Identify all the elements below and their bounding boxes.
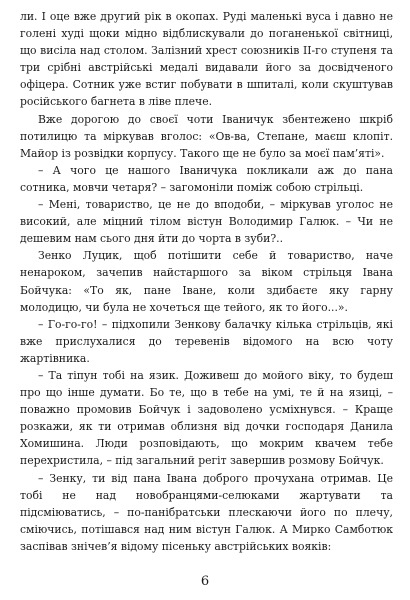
paragraph: – Го-го-го! – підхопили Зенкову балачку кілька стрільців, які вже прислухалися до теревенів відомого на всю чоту жартівника. (20, 317, 393, 365)
paragraph: – А чого це нашого Іваничука покликали аж до пана сотника, мовчи четаря? – загомоніли поміж собою стрільці. (20, 163, 393, 194)
body-text (20, 8, 393, 555)
paragraph: – Зенку, ти від пана Івана доброго прочухана отримав. Це тобі не над новобранцями-селюками жартувати та підсміюватись, – по-панібратськи плескаючи його по плечу, сміючись, потішався над ним вістун Галюк. А Мирко Самботюк заспівав знічев’я відому пісеньку австрійських вояків: (20, 471, 393, 553)
paragraph: Вже дорогою до своєї чоти Іваничук збентежено шкріб потилицю та міркував вголос: «Ов-ва, Степане, маєш клопіт. Майор із розвідки корпусу. Такого ще не було за моєї пам’яті». (20, 112, 393, 160)
paragraph: – Мені, товариство, це не до вподоби, – міркував уголос не високий, але міцний тілом вістун Володимир Галюк. – Чи не дешевим нам сього дня йти до чорта в зуби?.. (20, 198, 393, 246)
paragraph: – Та тіпун тобі на язик. Доживеш до мойого віку, то будеш про що інше думати. Бо те, що в тебе на умі, те й на язиці, – поважно промовив Бойчук і задоволено усміхнувся. – Краще розкажи, як ти отримав облизня від дочки господаря Данила Хомишина. Люди розповідають, що мокрим квачем тебе перехристила, – під загальний регіт завершив розмову Бойчук. (20, 368, 393, 468)
page-number: 6 (200, 574, 210, 589)
paragraph: Зенко Луцик, щоб потішити себе й товариство, наче ненароком, зачепив найстаршого за віком стрільця Івана Бойчука: «То як, пане Іване, коли здибаєте яку гарну молодицю, чи була не хочеться ще тейого, як то його...». (20, 249, 393, 314)
paragraph: ли. І оце вже другий рік в окопах. Руді маленькі вуса і давно не голені худі щоки мідно відблискували до поганенької світниці, що висіла над столом. Залізний хрест союзників ІІ-го ступеня та три срібні австрійські медалі видавали його за досвідченого офіцера. Сотник уже встиг побувати в шпиталі, коли скуштував російського багнета в ліве плече. (20, 10, 393, 109)
